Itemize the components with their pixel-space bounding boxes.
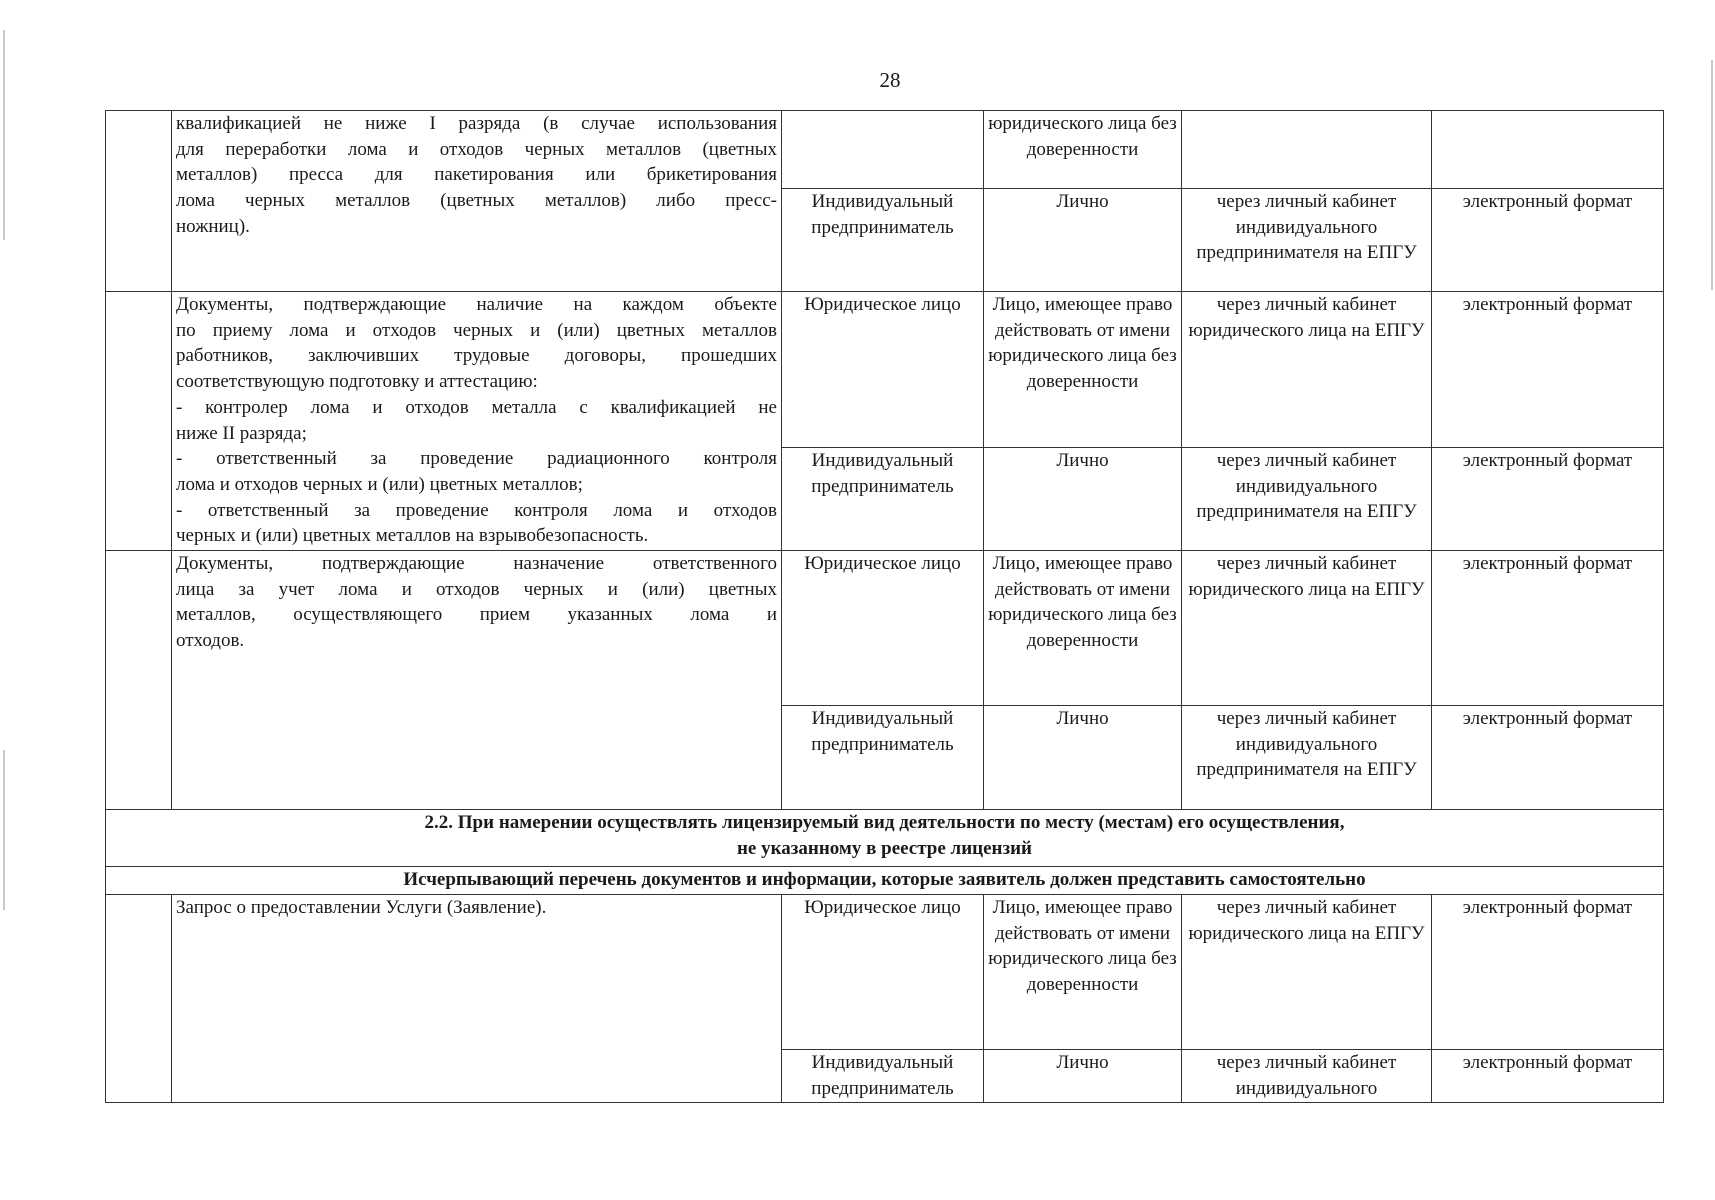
document-description: Документы, подтверждающие наличие на каждом объекте по приему лома и отходов черных и (или) цветных металлов работников, заключивших трудовые договоры, прошедших соответствующую подготовку и аттестацию: - контролер лома и отходов металла с квалификацией не ниже II разряда; - ответственный за проведение радиационного контроля лома и отходов черных и (или) цветных металлов; - ответственный за проведение контроля лома и отходов черных и (или) цветных металлов на взрывобезопасность.	[172, 292, 782, 551]
scan-edge-mark	[3, 30, 5, 240]
submitter: Лично	[984, 706, 1182, 810]
submission-channel: через личный кабинет юридического лица на ЕПГУ	[1182, 292, 1432, 448]
document-format: электронный формат	[1432, 292, 1664, 448]
table-row	[106, 895, 1664, 1050]
submission-channel: через личный кабинет юридического лица на ЕПГУ	[1182, 551, 1432, 706]
section-heading: 2.2. При намерении осуществлять лицензируемый вид деятельности по месту (местам) его осуществления, не указанному в реестре лицензий	[106, 810, 1664, 867]
submitter: Лично	[984, 1050, 1182, 1103]
table-row	[106, 551, 1664, 706]
table-row	[106, 111, 1664, 189]
submission-channel	[1182, 111, 1432, 189]
scan-edge-mark	[3, 750, 5, 910]
row-number-cell	[106, 111, 172, 292]
submission-channel: через личный кабинет юридического лица на ЕПГУ	[1182, 895, 1432, 1050]
submitter: Лицо, имеющее право действовать от имени юридического лица без доверенности	[984, 551, 1182, 706]
row-number-cell	[106, 292, 172, 551]
submission-channel: через личный кабинет индивидуального	[1182, 1050, 1432, 1103]
table-row	[106, 292, 1664, 448]
applicant-type	[782, 111, 984, 189]
submitter: Лицо, имеющее право действовать от имени юридического лица без доверенности	[984, 895, 1182, 1050]
applicant-type: Индивидуальный предприниматель	[782, 706, 984, 810]
document-description: Документы, подтверждающие назначение ответственного лица за учет лома и отходов черных и (или) цветных металлов, осуществляющего прием указанных лома и отходов.	[172, 551, 782, 810]
submission-channel: через личный кабинет индивидуального предпринимателя на ЕПГУ	[1182, 189, 1432, 292]
row-number-cell	[106, 551, 172, 810]
document-format: электронный формат	[1432, 895, 1664, 1050]
applicant-type: Юридическое лицо	[782, 895, 984, 1050]
submission-channel: через личный кабинет индивидуального предпринимателя на ЕПГУ	[1182, 448, 1432, 551]
applicant-type: Юридическое лицо	[782, 551, 984, 706]
submitter: Лицо, имеющее право действовать от имени юридического лица без доверенности	[984, 292, 1182, 448]
documents-table	[105, 110, 1664, 1103]
submission-channel: через личный кабинет индивидуального предпринимателя на ЕПГУ	[1182, 706, 1432, 810]
document-format: электронный формат	[1432, 1050, 1664, 1103]
section-row	[106, 810, 1664, 867]
section-subheading: Исчерпывающий перечень документов и информации, которые заявитель должен представить самостоятельно	[106, 867, 1664, 895]
document-format: электронный формат	[1432, 448, 1664, 551]
document-format: электронный формат	[1432, 706, 1664, 810]
document-description: квалификацией не ниже I разряда (в случае использования для переработки лома и отходов черных металлов (цветных металлов) пресса для пакетирования или брикетирования лома черных металлов (цветных металлов) либо пресс- ножниц).	[172, 111, 782, 292]
applicant-type: Индивидуальный предприниматель	[782, 448, 984, 551]
document-format	[1432, 111, 1664, 189]
row-number-cell	[106, 895, 172, 1103]
document-format: электронный формат	[1432, 551, 1664, 706]
subheading-row	[106, 867, 1664, 895]
document-description: Запрос о предоставлении Услуги (Заявление).	[172, 895, 782, 1103]
submitter: юридического лица без доверенности	[984, 111, 1182, 189]
applicant-type: Юридическое лицо	[782, 292, 984, 448]
page-number: 28	[879, 68, 901, 92]
submitter: Лично	[984, 189, 1182, 292]
submitter: Лично	[984, 448, 1182, 551]
applicant-type: Индивидуальный предприниматель	[782, 189, 984, 292]
scan-edge-mark	[1711, 60, 1713, 290]
applicant-type: Индивидуальный предприниматель	[782, 1050, 984, 1103]
document-format: электронный формат	[1432, 189, 1664, 292]
